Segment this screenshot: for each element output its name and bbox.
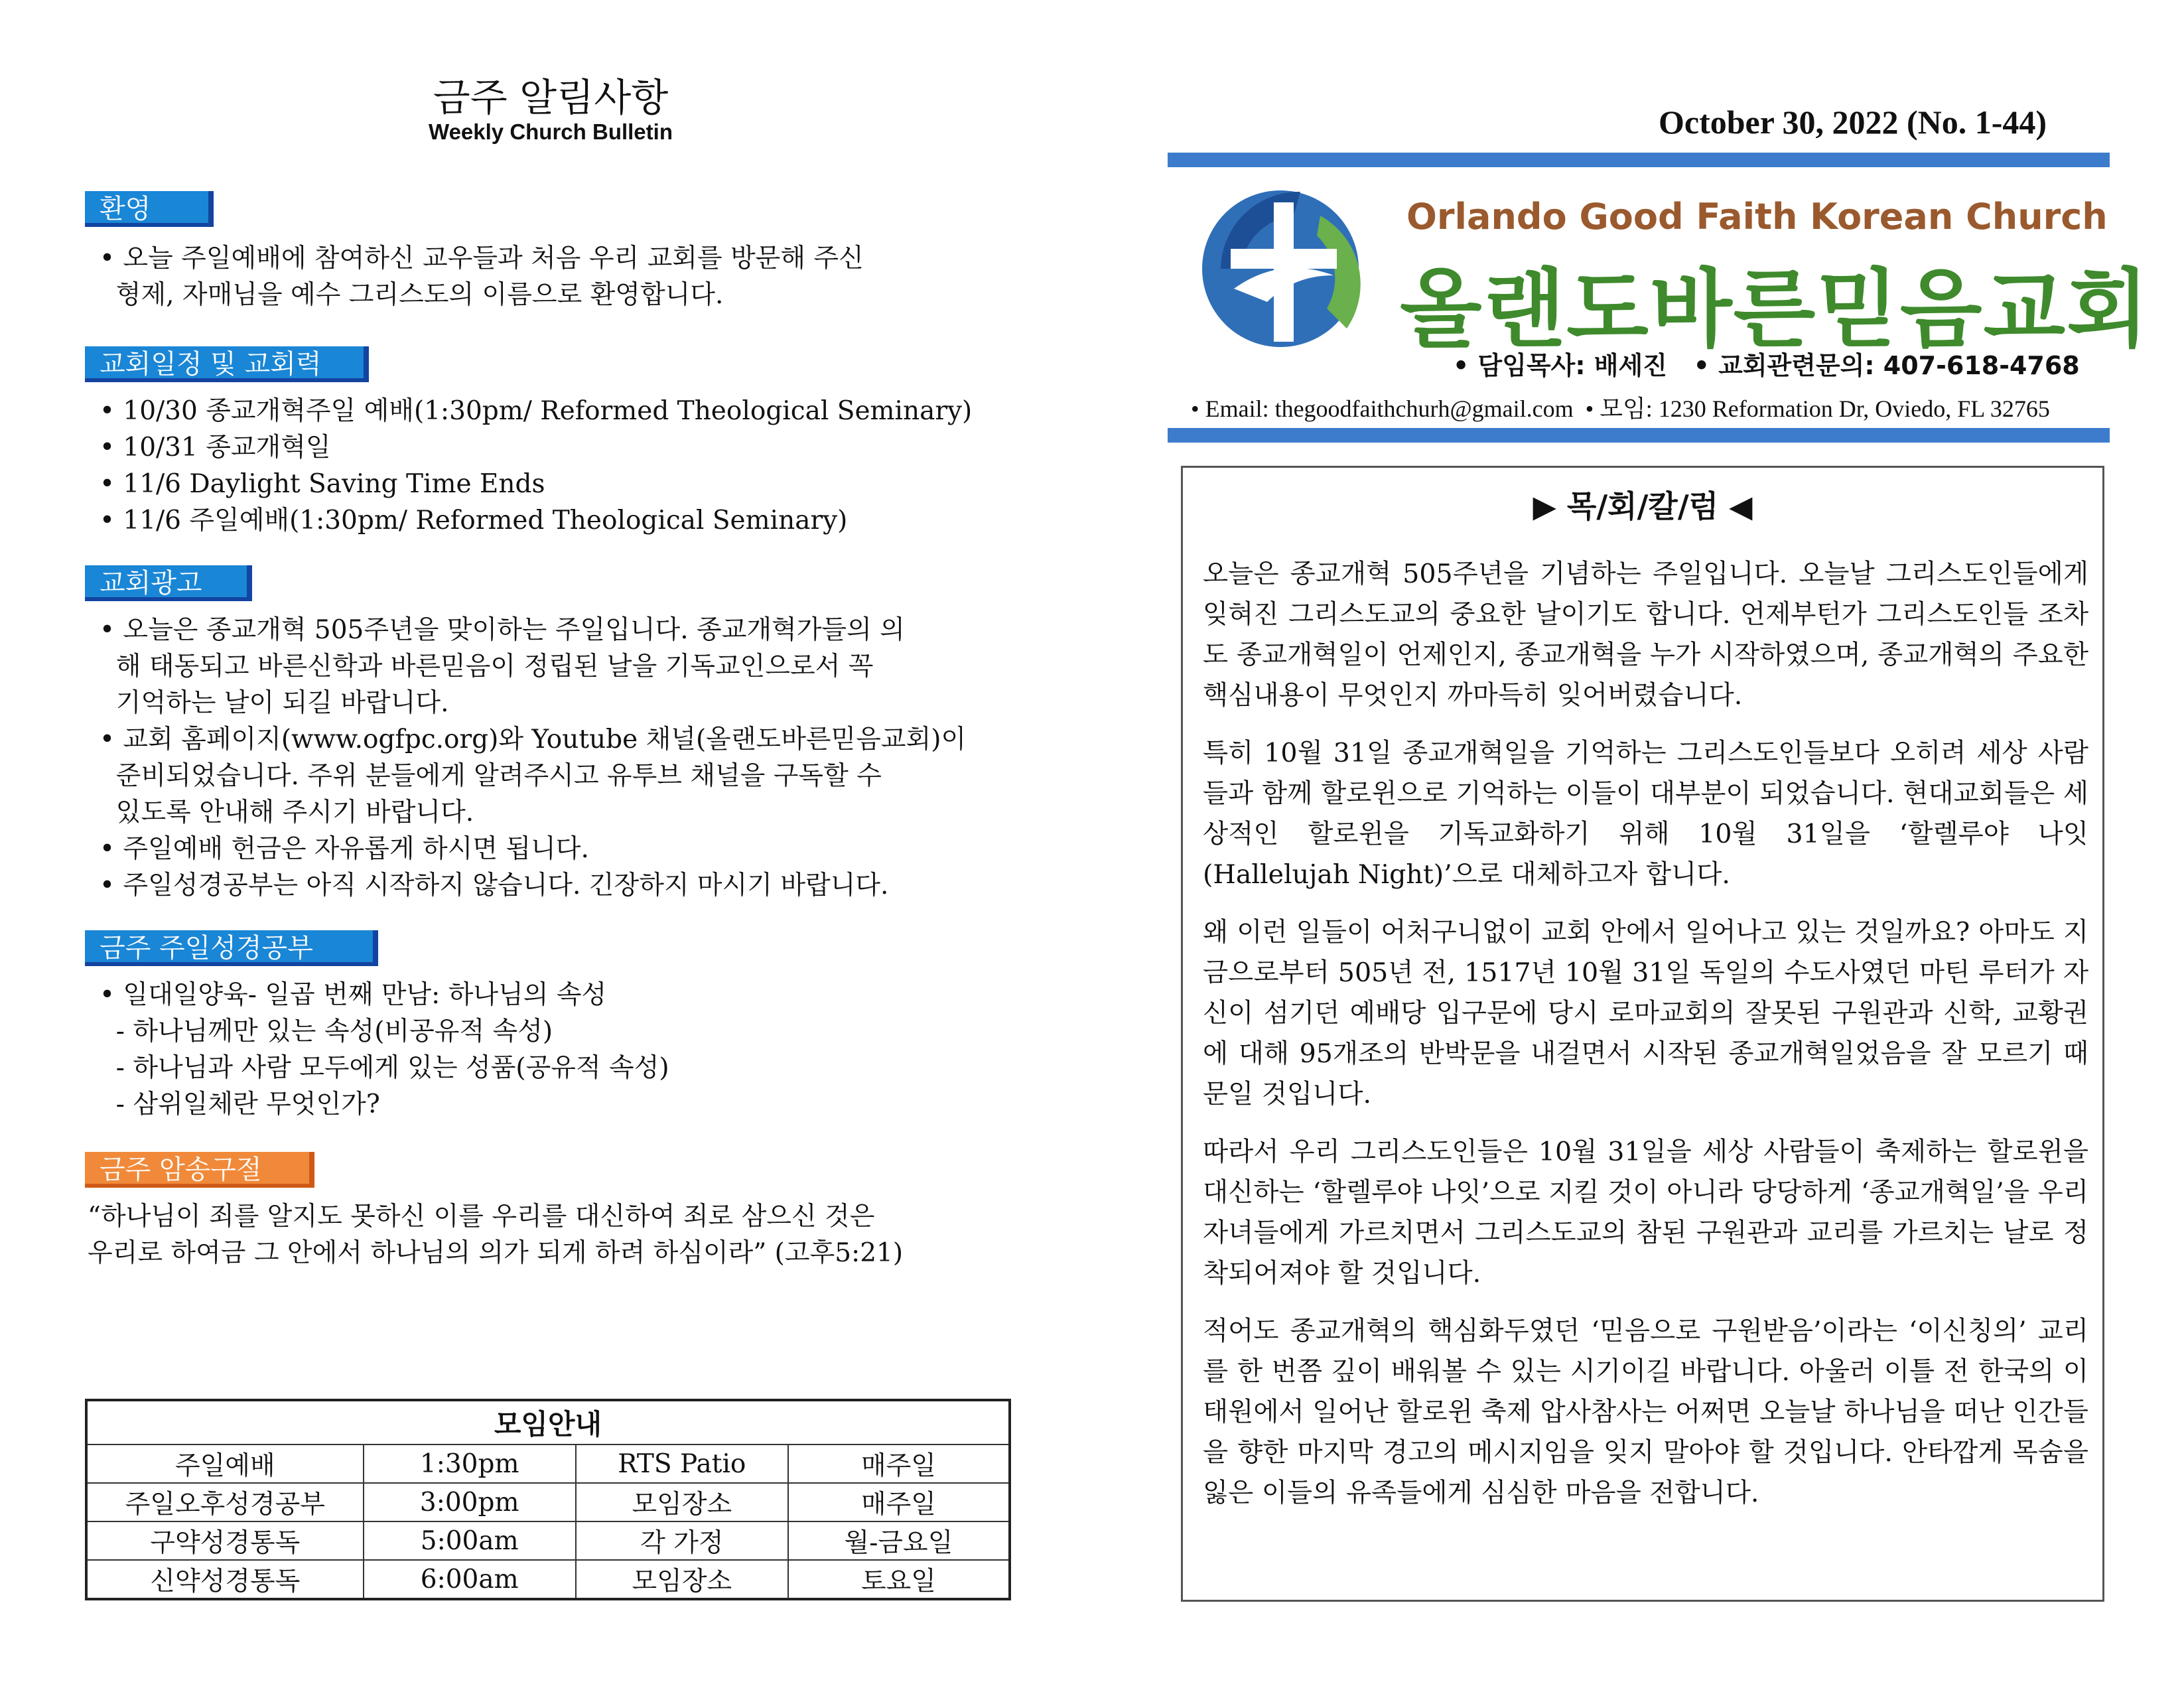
memory-verse — [88, 1198, 903, 1271]
bulletin-subtitle: Weekly Church Bulletin — [429, 119, 673, 144]
cross-logo-icon — [1194, 176, 1367, 355]
bottom-divider-bar — [1168, 428, 2110, 443]
meeting-place: 모임장소 — [576, 1560, 788, 1599]
meeting-name: 주일예배 — [86, 1445, 364, 1483]
column-title: ▶ 목/회/칼/럼 ◀ — [1533, 488, 1753, 524]
schedule-item: • 10/30 종교개혁주일 예배(1:30pm/ Reformed Theological Seminary) — [100, 396, 973, 426]
study-line: - 하나님과 사람 모두에게 있는 성품(공유적 속성) — [100, 1053, 669, 1083]
welcome-line: 형제, 자매님을 예수 그리스도의 이름으로 환영합니다. — [100, 280, 724, 310]
meeting-table — [85, 1399, 1011, 1600]
ads-line: • 주일예배 헌금은 자유롭게 하시면 됩니다. — [100, 834, 589, 864]
table-row — [86, 1483, 1010, 1521]
study-label: 금주 주일성경공부 — [85, 930, 378, 966]
welcome-text — [100, 240, 864, 313]
top-divider-bar — [1168, 153, 2110, 167]
meeting-day: 토요일 — [788, 1560, 1010, 1599]
column-body — [1203, 554, 2088, 1531]
ads-line: 준비되었습니다. 주위 분들에게 알려주시고 유투브 채널을 구독할 수 — [100, 761, 882, 791]
meeting-time: 6:00am — [364, 1560, 576, 1599]
issue-date: October 30, 2022 (No. 1-44) — [1659, 104, 2047, 141]
meeting-time: 3:00pm — [364, 1483, 576, 1521]
schedule-item: • 11/6 Daylight Saving Time Ends — [100, 469, 545, 499]
meeting-day: 매주일 — [788, 1483, 1010, 1521]
email-address-line: • Email: thegoodfaithchurh@gmail.com • 모임: 1230 Reformation Dr, Oviedo, FL 32765 — [1191, 395, 2050, 422]
verse-line: 우리로 하여금 그 안에서 하나님의 의가 되게 하려 하심이라” (고후5:21) — [88, 1238, 904, 1268]
schedule-list — [100, 393, 972, 539]
church-name-ko: 올랜도바른믿음교회 — [1400, 260, 2150, 359]
bulletin-title: 금주 알림사항 — [433, 75, 669, 120]
table-row — [86, 1560, 1010, 1599]
verse-line: “하나님이 죄를 알지도 못하신 이를 우리를 대신하여 죄로 삼으신 것은 — [88, 1202, 875, 1232]
ads-line: • 주일성경공부는 아직 시작하지 않습니다. 긴장하지 마시기 바랍니다. — [100, 871, 889, 900]
table-row — [86, 1445, 1010, 1483]
schedule-label: 교회일정 및 교회력 — [85, 346, 369, 382]
welcome-line: • 오늘 주일예배에 참여하신 교우들과 처음 우리 교회를 방문해 주신 — [100, 244, 864, 273]
ads-line: 해 태동되고 바른신학과 바른믿음이 정립된 날을 기독교인으로서 꼭 — [100, 652, 874, 681]
ads-line: 있도록 안내해 주시기 바랍니다. — [100, 798, 474, 827]
study-line: • 일대일양육- 일곱 번째 만남: 하나님의 속성 — [100, 980, 607, 1010]
schedule-item: • 10/31 종교개혁일 — [100, 433, 331, 462]
table-row — [86, 1521, 1010, 1560]
meeting-name: 주일오후성경공부 — [86, 1483, 364, 1521]
ads-line: • 오늘은 종교개혁 505주년을 맞이하는 주일입니다. 종교개혁가들의 의 — [100, 615, 905, 645]
study-list — [100, 977, 669, 1123]
meeting-day: 월-금요일 — [788, 1521, 1010, 1560]
meeting-name: 신약성경통독 — [86, 1560, 364, 1599]
church-logo — [1181, 176, 2150, 359]
welcome-label: 환영 — [85, 191, 214, 227]
ads-label: 교회광고 — [85, 565, 252, 601]
meeting-day: 매주일 — [788, 1445, 1010, 1483]
pastor-column — [1181, 466, 2104, 1602]
column-paragraph: 적어도 종교개혁의 핵심화두였던 ‘믿음으로 구원받음’이라는 ‘이신칭의’ 교리를 한 번쯤 깊이 배워볼 수 있는 시기이길 바랍니다. 아울러 이틀 전 한국의 이태원에서 일어난 할로윈 축제 압사참사는 어쩌면 오늘날 하나님을 떠난 인간들을 향한 마지막 경고의 메시지임을 잊지 말아야 할 것입니다. 안타깝게 목숨을 잃은 이들의 유족들에게 심심한 마음을 전합니다. — [1203, 1316, 2088, 1508]
study-line: - 하나님께만 있는 속성(비공유적 속성) — [100, 1017, 553, 1046]
ads-line: • 교회 홈페이지(www.ogfpc.org)와 Youtube 채널(올랜도바른믿음교회)이 — [100, 725, 967, 754]
meeting-time: 5:00am — [364, 1521, 576, 1560]
meeting-time: 1:30pm — [364, 1445, 576, 1483]
church-name-en: Orlando Good Faith Korean Church — [1406, 196, 2108, 238]
column-paragraph: 따라서 우리 그리스도인들은 10월 31일을 세상 사람들이 축제하는 할로윈을 대신하는 ‘할렐루야 나잇’으로 지킬 것이 아니라 당당하게 ‘종교개혁일’을 우리 자녀들에게 가르치면서 그리스도교의 참된 구원관과 교리를 가르치는 날로 정착되어져야 할 것입니다. — [1203, 1137, 2088, 1289]
meeting-table-title: 모임안내 — [86, 1400, 1010, 1445]
schedule-item: • 11/6 주일예배(1:30pm/ Reformed Theological Seminary) — [100, 506, 848, 535]
ads-list — [100, 612, 966, 904]
pastor-contact: • 담임목사: 배세진 • 교회관련문의: 407-618-4768 — [1453, 351, 2080, 380]
meeting-place: 각 가정 — [576, 1521, 788, 1560]
column-paragraph: 특히 10월 31일 종교개혁일을 기억하는 그리스도인들보다 오히려 세상 사람들과 함께 할로윈으로 기억하는 이들이 대부분이 되었습니다. 현대교회들은 세상적인 할로윈을 기독교화하기 위해 10월 31일을 ‘할렐루야 나잇(Hallelujah Night)’으로 대체하고자 합니다. — [1203, 738, 2088, 890]
meeting-place: RTS Patio — [576, 1445, 788, 1483]
study-line: - 삼위일체란 무엇인가? — [100, 1090, 380, 1119]
column-paragraph: 오늘은 종교개혁 505주년을 기념하는 주일입니다. 오늘날 그리스도인들에게 잊혀진 그리스도교의 중요한 날이기도 합니다. 언제부턴가 그리스도인들 조차도 종교개혁일이 언제인지, 종교개혁을 누가 시작하였으며, 종교개혁의 주요한 핵심내용이 무엇인지 까마득히 잊어버렸습니다. — [1203, 559, 2088, 711]
verse-label: 금주 암송구절 — [85, 1152, 314, 1188]
meeting-place: 모임장소 — [576, 1483, 788, 1521]
meeting-name: 구약성경통독 — [86, 1521, 364, 1560]
ads-line: 기억하는 날이 되길 바랍니다. — [100, 688, 449, 718]
column-paragraph: 왜 이런 일들이 어처구니없이 교회 안에서 일어나고 있는 것일까요? 아마도 지금으로부터 505년 전, 1517년 10월 31일 독일의 수도사였던 마틴 루터가 자신이 섬기던 예배당 입구문에 당시 로마교회의 잘못된 구원관과 신학, 교황권에 대해 95개조의 반박문을 내걸면서 시작된 종교개혁일었음을 잘 모르기 때문일 것입니다. — [1203, 917, 2088, 1109]
